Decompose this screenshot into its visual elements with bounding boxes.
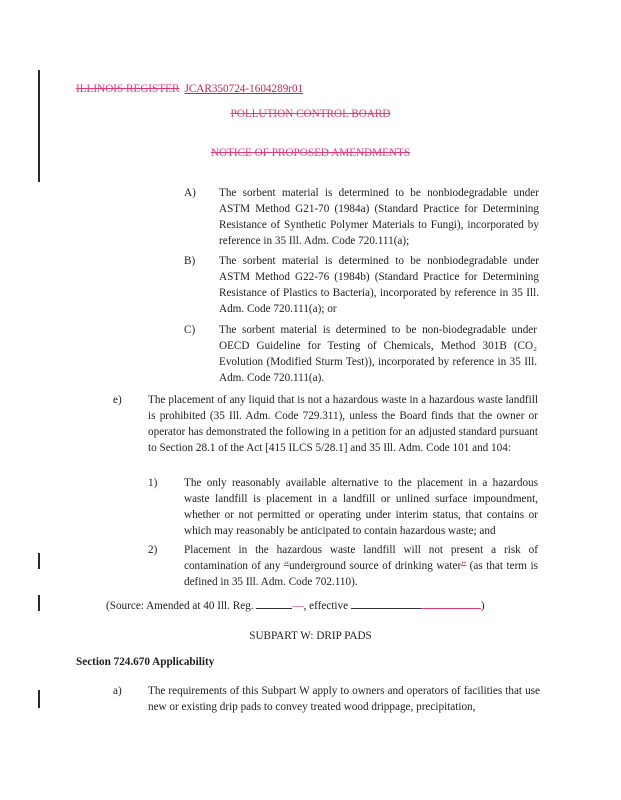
- item-A-label: A): [184, 187, 196, 199]
- register-header: [76, 81, 303, 97]
- board-title: POLLUTION CONTROL BOARD: [230, 108, 391, 120]
- item-2-label: 2): [148, 544, 158, 556]
- subpart-title: SUBPART W: DRIP PADS: [249, 630, 372, 642]
- source-note: (Source: Amended at 40 Ill. Reg. —, effective ): [106, 600, 485, 612]
- change-bar-4: [38, 690, 40, 708]
- item-A-text: The sorbent material is determined to be nonbiodegradable under ASTM Method G21-70 (1984a) (Standard Practice for Determining Resistance of Synthetic Polymer Materials to Fungi), incorporated by reference in 35 Ill. Adm. Code 720.111(a);: [219, 187, 539, 247]
- item-2-text: Placement in the hazardous waste landfill will not present a risk of contamination of any “underground source of drinking water” (as that term is defined in 35 Ill. Adm. Code 702.110).: [184, 544, 538, 588]
- change-bar-2: [38, 553, 40, 569]
- change-bar-top: [38, 70, 40, 182]
- item-a-text: The requirements of this Subpart W apply to owners and operators of facilities that use new or existing drip pads to convey treated wood drippage, precipitation,: [148, 685, 540, 713]
- item-B-text: The sorbent material is determined to be nonbiodegradable under ASTM Method G22-76 (1984b) (Standard Practice for Determining Resistance of Plastics to Bacteria), incorporated by reference in 35 Ill. Adm. Code 720.111(a); or: [219, 255, 539, 315]
- item-C-text: The sorbent material is determined to be non-biodegradable under OECD Guideline for Testing of Chemicals, Method 301B (CO₂ Evolution (Modified Sturm Test)), incorporated by reference in 35 Ill. Adm. Code 720.111(a).: [219, 324, 537, 384]
- item-1-label: 1): [148, 477, 158, 489]
- section-heading: Section 724.670 Applicability: [76, 656, 215, 668]
- item-C-label: C): [184, 324, 196, 336]
- register-inserted: JCAR350724-1604289r01: [184, 83, 304, 95]
- item-a-label: a): [113, 685, 122, 697]
- item-B-label: B): [184, 255, 196, 267]
- notice-title: NOTICE OF PROPOSED AMENDMENTS: [210, 147, 411, 159]
- change-bar-3: [38, 595, 40, 611]
- register-struck: ILLINOIS REGISTER: [76, 83, 180, 95]
- item-1-text: The only reasonably available alternative to the placement in a hazardous waste landfill is placement in a landfill or unlined surface impoundment, whether or not permitted or operating under interim status, that contains or which may reasonably be anticipated to contain hazardous waste; and: [184, 477, 538, 537]
- item-e-text: The placement of any liquid that is not a hazardous waste in a hazardous waste landfill is prohibited (35 Ill. Adm. Code 729.311), unless the Board finds that the owner or operator has demonstrated the following in a petition for an adjusted standard pursuant to Section 28.1 of the Act [415 ILCS 5/28.1] and 35 Ill. Adm. Code 101 and 104:: [148, 394, 538, 454]
- item-e-label: e): [113, 394, 122, 406]
